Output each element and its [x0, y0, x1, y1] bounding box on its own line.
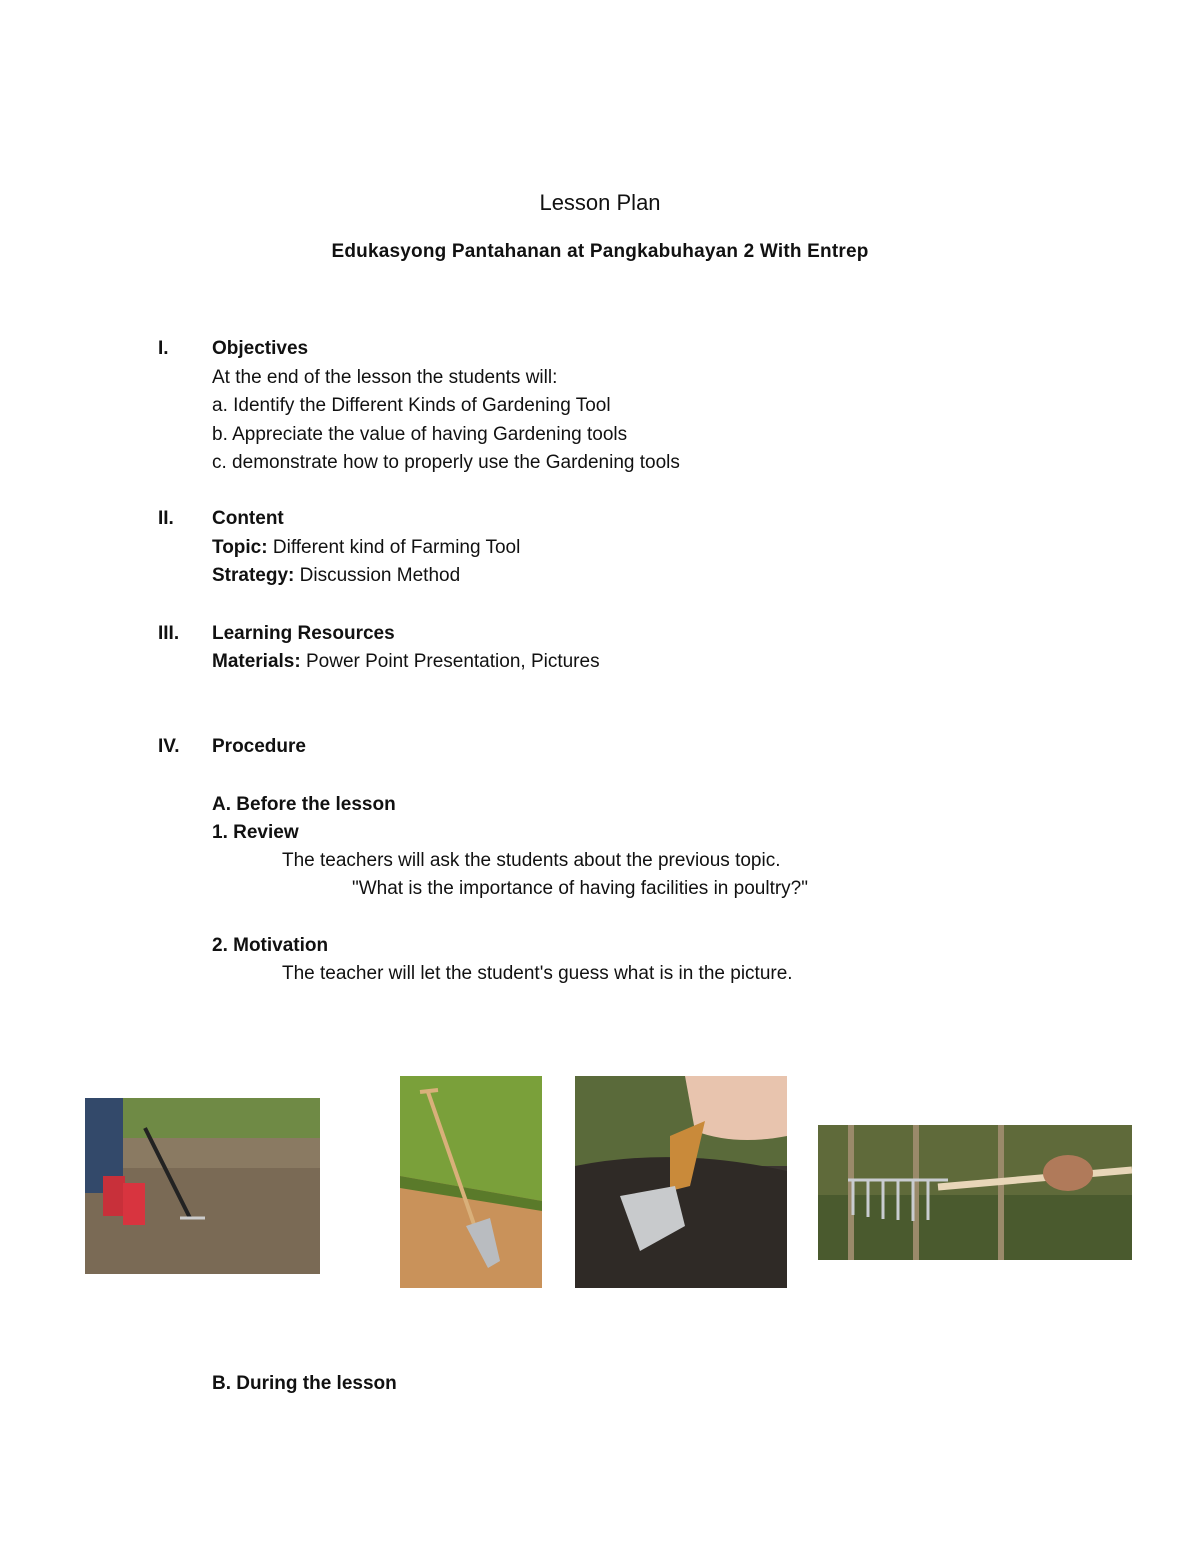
review-heading: 1. Review	[212, 822, 299, 843]
review-question: "What is the importance of having facilities in poultry?"	[352, 878, 808, 899]
strategy-label: Strategy:	[212, 565, 295, 586]
objectives-heading: Objectives	[212, 338, 309, 359]
rake-photo	[818, 1125, 1132, 1260]
garden-fork-photo	[85, 1098, 320, 1274]
objectives-intro: At the end of the lesson the students will:	[212, 367, 558, 388]
procedure-heading: Procedure	[212, 736, 306, 757]
before-lesson-heading: A. Before the lesson	[212, 794, 396, 815]
topic-value: Different kind of Farming Tool	[267, 537, 521, 558]
strategy-line	[212, 565, 460, 587]
content-heading: Content	[212, 508, 284, 529]
review-text: The teachers will ask the students about the previous topic.	[282, 850, 781, 871]
objective-item: c. demonstrate how to properly use the Gardening tools	[212, 452, 680, 473]
motivation-text: The teacher will let the student's guess what is in the picture.	[282, 963, 793, 984]
page-subtitle: Edukasyong Pantahanan at Pangkabuhayan 2 With Entrep	[331, 241, 869, 262]
materials-label: Materials:	[212, 651, 301, 672]
section-numeral: I.	[158, 338, 169, 359]
topic-label: Topic:	[212, 537, 268, 558]
section-numeral: III.	[158, 623, 180, 644]
spade-photo	[400, 1076, 542, 1288]
page-title: Lesson Plan	[539, 190, 661, 215]
during-lesson-heading: B. During the lesson	[212, 1373, 397, 1394]
topic-line	[212, 537, 520, 559]
resources-heading: Learning Resources	[212, 623, 395, 644]
objective-item: a. Identify the Different Kinds of Gardening Tool	[212, 395, 611, 416]
section-numeral: IV.	[158, 736, 180, 757]
section-numeral: II.	[158, 508, 174, 529]
strategy-value: Discussion Method	[294, 565, 461, 586]
motivation-heading: 2. Motivation	[212, 935, 329, 956]
materials-line	[212, 651, 600, 673]
objective-item: b. Appreciate the value of having Gardening tools	[212, 424, 628, 445]
materials-value: Power Point Presentation, Pictures	[300, 651, 600, 672]
trowel-photo	[575, 1076, 787, 1288]
